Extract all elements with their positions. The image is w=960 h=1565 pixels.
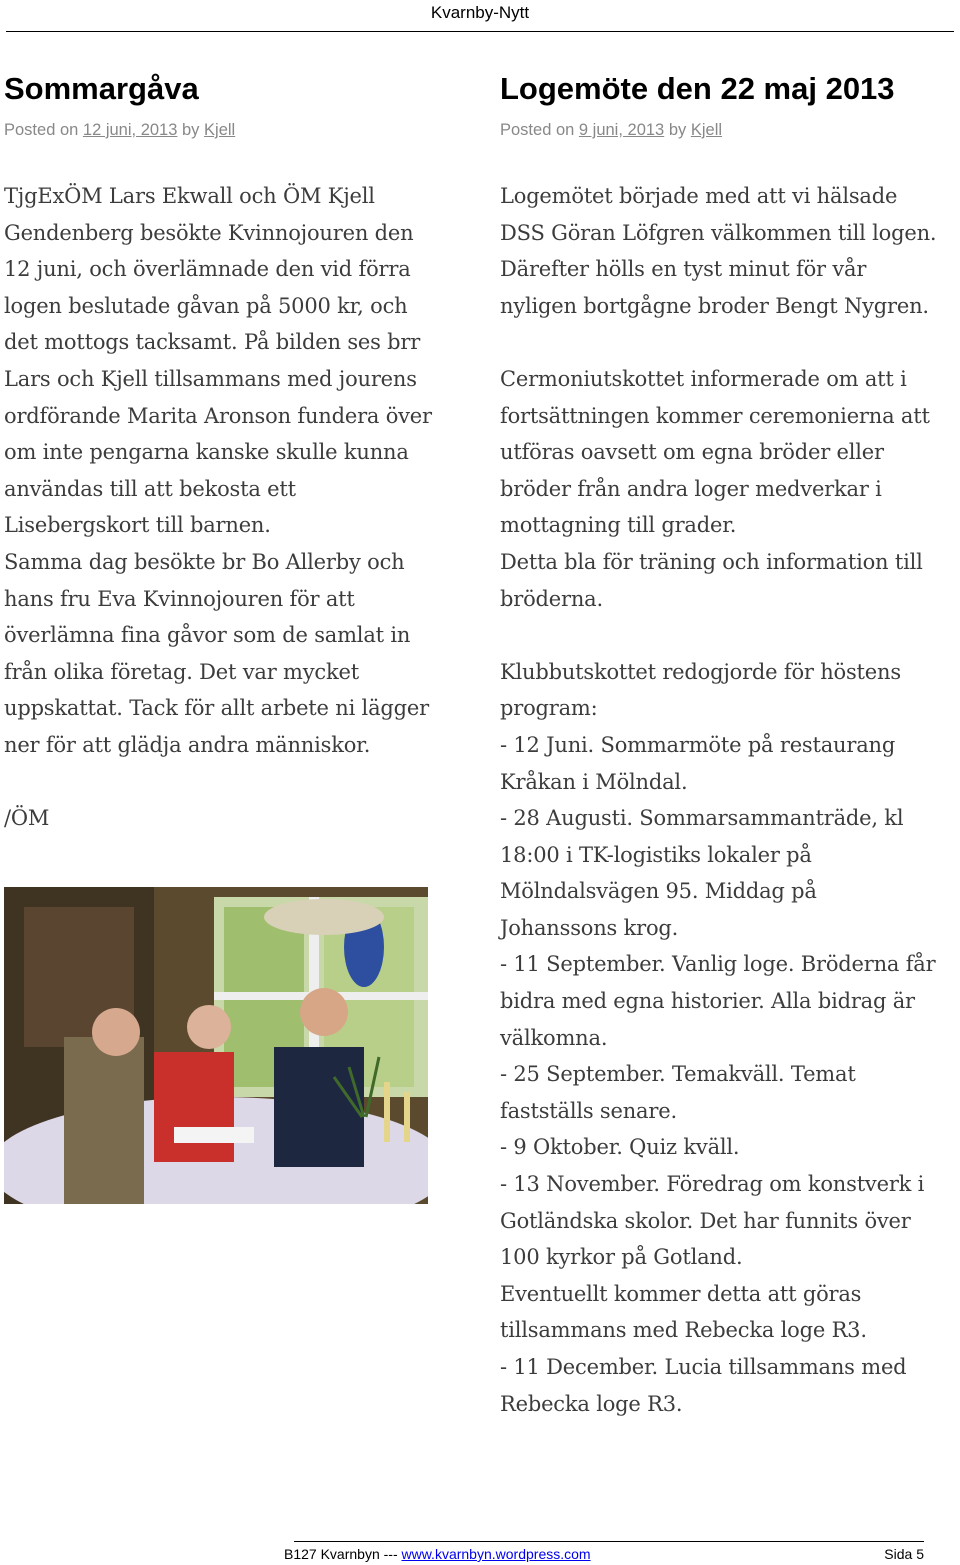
footer-divider [294, 1541, 924, 1542]
left-article-body [4, 178, 444, 837]
right-paragraph-3: Cermoniutskottet informerade om att i fortsättningen kommer ceremonierna att utföras oavsett om egna bröder eller bröder från andra loger medverkar i mottagning till grader. [500, 366, 930, 538]
website-link[interactable]: www.kvarnbyn.wordpress.com [401, 1546, 591, 1562]
left-article [4, 68, 444, 837]
left-article-meta [4, 120, 444, 140]
right-paragraph-4: Detta bla för träning och information till bröderna. [500, 549, 923, 611]
program-item: - 9 Oktober. Quiz kväll. [500, 1135, 740, 1160]
program-item: - 11 September. Vanlig loge. Bröderna får bidra med egna historier. Alla bidrag är välkomna. [500, 952, 936, 1050]
header-divider [6, 31, 954, 32]
by-label: by [182, 121, 200, 139]
program-item: - 11 December. Lucia tillsammans med Rebecka loge R3. [500, 1355, 907, 1416]
left-article-title: Sommargåva [4, 71, 199, 106]
footer-text: B127 Kvarnbyn --- [284, 1546, 402, 1562]
right-article-title: Logemöte den 22 maj 2013 [500, 71, 895, 106]
right-article [500, 68, 940, 1422]
program-item: - 25 September. Temakväll. Temat fastställs senare. [500, 1062, 856, 1123]
posted-on-label: Posted on [500, 121, 575, 139]
article-photo [4, 887, 428, 1204]
author-link[interactable]: Kjell [204, 121, 236, 139]
right-paragraph-2: Därefter hölls en tyst minut för vår nyligen bortgågne broder Bengt Nygren. [500, 257, 929, 318]
right-paragraph-5: Klubbutskottet redogjorde för höstens program: [500, 659, 901, 721]
post-date-link[interactable]: 12 juni, 2013 [82, 121, 178, 139]
page-footer [0, 1545, 960, 1565]
left-paragraph-2: Samma dag besökte br Bo Allerby och hans fru Eva Kvinnojouren för att överlämna fina gåvor som de samlat in från olika företag. Det var mycket uppskattat. Tack för allt arbete ni lägger ner för att glädja andra människor. [4, 549, 429, 757]
program-item: Eventuellt kommer detta att göras tillsammans med Rebecka loge R3. [500, 1281, 867, 1343]
signature: /ÖM [4, 806, 50, 831]
program-item: - 13 November. Föredrag om konstverk i Gotländska skolor. Det har funnits över 100 kyrkor på Gotland. [500, 1172, 925, 1270]
program-item: - 12 Juni. Sommarmöte på restaurang Kråkan i Mölndal. [500, 732, 896, 794]
by-label: by [668, 121, 687, 139]
right-article-meta [500, 120, 940, 140]
author-link[interactable]: Kjell [690, 121, 723, 139]
right-article-body [500, 178, 940, 1422]
page-header [0, 0, 960, 34]
program-item: - 28 Augusti. Sommarsammanträde, kl 18:00 i TK-logistiks lokaler på Mölndalsvägen 95. Middag på Johanssons krog. [500, 806, 904, 940]
posted-on-label: Posted on [4, 121, 79, 139]
post-date-link[interactable]: 9 juni, 2013 [578, 121, 665, 139]
newsletter-title: Kvarnby-Nytt [430, 3, 530, 22]
left-paragraph-1: TjgExÖM Lars Ekwall och ÖM Kjell Gendenberg besökte Kvinnojouren den 12 juni, och överlämnade den vid förra logen beslutade gåvan på 5000 kr, och det mottogs tacksamt. På bilden ses brr Lars och Kjell tillsammans med jourens ordförande Marita Aronson fundera över om inte pengarna kanske skulle kunna användas till att bekosta ett Lisebergskort till barnen. [4, 184, 432, 538]
page-number: Sida 5 [884, 1546, 924, 1562]
footer-center [284, 1546, 591, 1562]
right-paragraph-1: Logemötet började med att vi hälsade DSS Göran Löfgren välkommen till logen. [500, 184, 937, 245]
